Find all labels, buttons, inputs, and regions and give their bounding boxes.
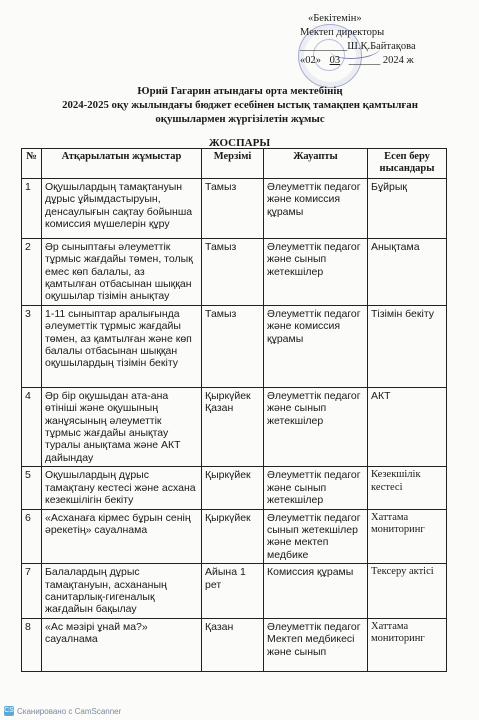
header-report: Есеп беру нысандары bbox=[368, 149, 447, 179]
table-row bbox=[22, 178, 447, 238]
approval-date: «02» 03 ______ 2024 ж bbox=[300, 55, 414, 66]
cell-work: «Ас мәзірі ұнай ма?» сауалнама bbox=[42, 618, 202, 671]
cell-work: «Асханаға кірмес бұрын сенің әрекетің» сауалнама bbox=[42, 509, 202, 564]
cell-term: Тамыз bbox=[202, 305, 264, 387]
header-responsible: Жауапты bbox=[264, 149, 368, 179]
cell-num: 1 bbox=[22, 178, 42, 238]
cell-report: Хаттама мониторинг bbox=[368, 509, 447, 564]
cell-report: Хаттама мониторинг bbox=[368, 618, 447, 671]
cell-work: Әр бір оқушыдан ата-ана өтініші және оқушының жанұясының әлеуметтік тұрмыс жағдайы анықтау туралы анықтама және АКТ дайындау bbox=[42, 387, 202, 466]
cell-responsible: Әлеуметтік педагог және сынып жетекшілер bbox=[264, 467, 368, 509]
header-term: Мерзімі bbox=[202, 149, 264, 179]
cell-num: 8 bbox=[22, 618, 42, 671]
cell-responsible: Әлеуметтік педагог Мектеп медбикесі және сынып bbox=[264, 618, 368, 671]
cell-report: Анықтама bbox=[368, 238, 447, 305]
cell-work: Әр сыныптағы әлеуметтік тұрмыс жағдайы төмен, толық емес көп балалы, аз қамтылған отбасынан шыққан оқушылар тізімін анықтау bbox=[42, 238, 202, 305]
plan-table bbox=[21, 148, 447, 672]
scanner-watermark bbox=[4, 706, 121, 716]
cell-work: Оқушылардың тамақтануын дұрыс ұйымдастыруын, денсаулығын сақтау бойынша комиссия мүшелерін құру bbox=[42, 178, 202, 238]
table-row bbox=[22, 467, 447, 509]
cell-responsible: Әлеуметтік педагог сынып жетекшілер және мектеп медбике bbox=[264, 509, 368, 564]
cell-report: Кезекшілік кестесі bbox=[368, 467, 447, 509]
approval-signature-line: _________Ш.Қ.Байтақова bbox=[300, 41, 416, 52]
header-num: № bbox=[22, 149, 42, 179]
cell-term: Қыркүйек bbox=[202, 509, 264, 564]
cell-work: 1-11 сыныптар аралығында әлеуметтік тұрмыс жағдайы төмен, аз қамтылған және көп балалы отбасынан шыққан оқушылардың тізімін бекіту bbox=[42, 305, 202, 387]
camscanner-icon: CS bbox=[4, 707, 14, 714]
cell-responsible: Әлеуметтік педагог және комиссия құрамы bbox=[264, 305, 368, 387]
title-line1: Юрий Гагарин атындағы орта мектебінің bbox=[137, 85, 343, 97]
cell-num: 6 bbox=[22, 509, 42, 564]
cell-term: Қыркүйек bbox=[202, 467, 264, 509]
title-line3: оқушылармен жүргізілетін жұмыс bbox=[155, 113, 325, 125]
cell-work: Оқушылардың дұрыс тамақтану кестесі және асхана кезекшілігін бекіту bbox=[42, 467, 202, 509]
plan-title: ЖОСПАРЫ bbox=[208, 137, 271, 149]
table-row bbox=[22, 305, 447, 387]
cell-responsible: Әлеуметтік педагог және сынып жетекшілер bbox=[264, 238, 368, 305]
cell-num: 7 bbox=[22, 564, 42, 619]
table-row bbox=[22, 387, 447, 466]
approval-line1: «Бекітемін» bbox=[308, 13, 362, 24]
cell-report: Бұйрық bbox=[368, 178, 447, 238]
cell-responsible: Әлеуметтік педагог және сынып жетекшілер bbox=[264, 387, 368, 466]
cell-report: Тізімін бекіту bbox=[368, 305, 447, 387]
cell-report: Тексеру актісі bbox=[368, 564, 447, 619]
approval-date-day: «02» bbox=[300, 55, 321, 66]
scanner-text: Сканировано с CamScanner bbox=[17, 706, 122, 716]
cell-term: Тамыз bbox=[202, 178, 264, 238]
header-work: Атқарылатын жұмыстар bbox=[42, 149, 202, 179]
approval-line2: Мектеп директоры bbox=[300, 27, 385, 38]
table-header-row bbox=[22, 149, 447, 179]
cell-responsible: Әлеуметтік педагог және комиссия құрамы bbox=[264, 178, 368, 238]
cell-work: Балалардың дұрыс тамақтануын, асхананың санитарлық-гигеналық жағдайын бақылау bbox=[42, 564, 202, 619]
cell-num: 3 bbox=[22, 305, 42, 387]
approval-date-month: 03 bbox=[329, 55, 341, 66]
document-title bbox=[30, 84, 450, 126]
cell-term: Қыркүйек Қазан bbox=[202, 387, 264, 466]
cell-report: АКТ bbox=[368, 387, 447, 466]
table-row bbox=[22, 618, 447, 671]
cell-num: 5 bbox=[22, 467, 42, 509]
cell-term: Айына 1 рет bbox=[202, 564, 264, 619]
title-line2: 2024-2025 оқу жылындағы бюджет есебінен ыстық тамақпен қамтылған bbox=[62, 99, 418, 111]
cell-num: 2 bbox=[22, 238, 42, 305]
table-row bbox=[22, 238, 447, 305]
approval-date-year: 2024 ж bbox=[382, 55, 414, 66]
table-row bbox=[22, 509, 447, 564]
cell-responsible: Комиссия құрамы bbox=[264, 564, 368, 619]
cell-term: Қазан bbox=[202, 618, 264, 671]
table-row bbox=[22, 564, 447, 619]
cell-term: Тамыз bbox=[202, 238, 264, 305]
cell-num: 4 bbox=[22, 387, 42, 466]
